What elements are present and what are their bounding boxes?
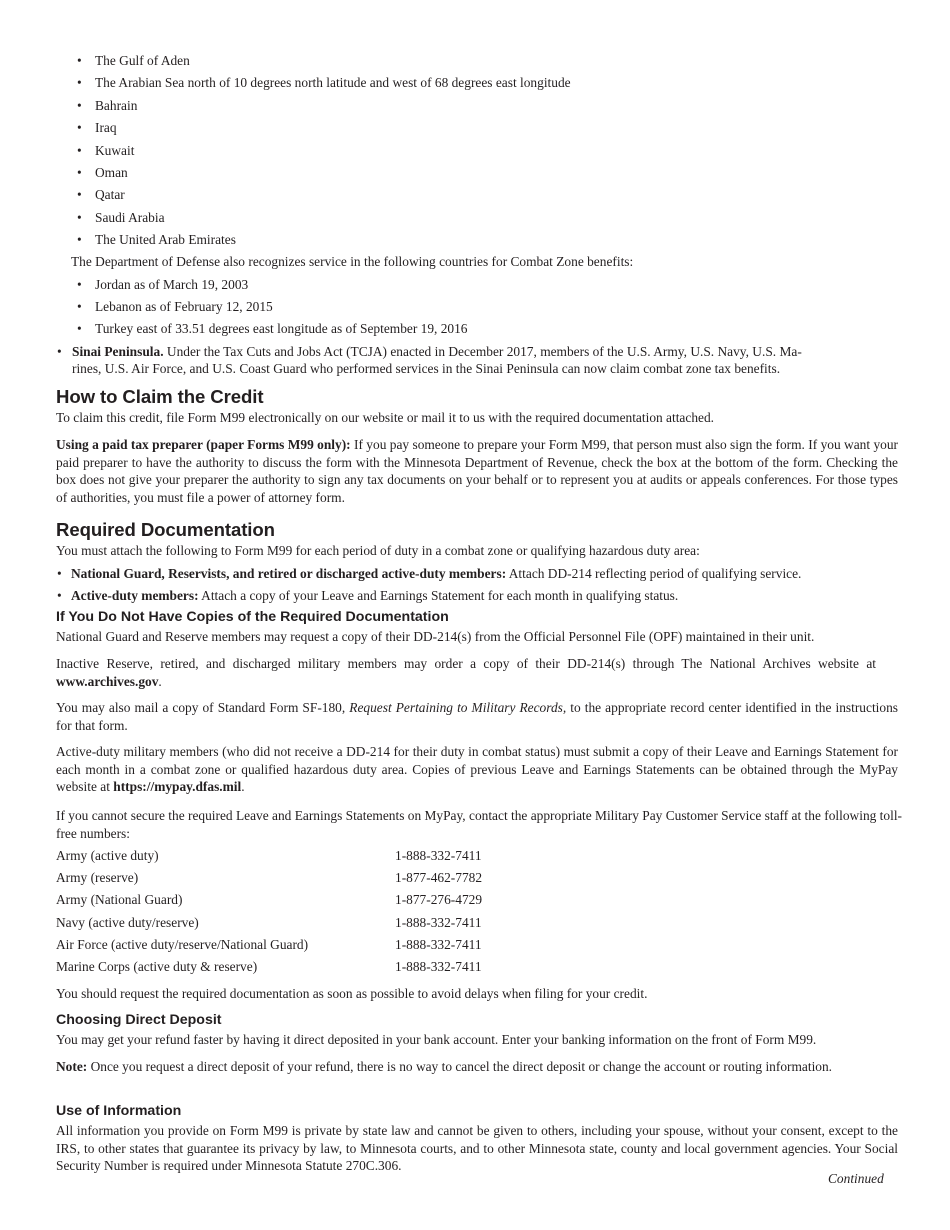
sinai-line-2: rines, U.S. Air Force, and U.S. Coast Guard who performed services in the Sinai Peninsula can now claim combat zone tax benefits. — [72, 361, 781, 376]
claim-intro: To claim this credit, file Form M99 electronically on our website or mail it to us with the required documentation attached. — [56, 410, 715, 425]
phone-number: 1-888-332-7411 — [395, 915, 482, 930]
deposit-heading: Choosing Direct Deposit — [56, 1012, 222, 1028]
nocopies-p4 — [56, 743, 898, 796]
nocopies-heading: If You Do Not Have Copies of the Required Documentation — [56, 609, 449, 625]
nocopies-p2 — [56, 655, 876, 690]
list-item: Qatar — [95, 187, 125, 202]
docs-item-active-text: Attach a copy of your Leave and Earnings Statement for each month in qualifying status. — [198, 588, 679, 603]
docs-item-guard-text: Attach DD-214 reflecting period of qualifying service. — [506, 566, 802, 581]
phone-label: Navy (active duty/reserve) — [56, 915, 199, 930]
phone-label: Marine Corps (active duty & reserve) — [56, 959, 258, 974]
phone-number: 1-877-276-4729 — [395, 892, 483, 907]
nocopies-p5: If you cannot secure the required Leave and Earnings Statements on MyPay, contact the appropriate Military Pay Customer Service staff at the following toll-free numbers: — [56, 808, 902, 841]
phone-number: 1-888-332-7411 — [395, 937, 482, 952]
docs-item-active-label: Active-duty members: — [71, 588, 199, 603]
bullet-dot: • — [57, 344, 62, 359]
preparer-paragraph — [56, 436, 898, 506]
bullet-dot: • — [77, 98, 82, 113]
docs-heading: Required Documentation — [56, 519, 275, 540]
bullet-dot: • — [77, 299, 82, 314]
nocopies-p3 — [56, 699, 898, 734]
info-heading: Use of Information — [56, 1103, 182, 1119]
list-item: Kuwait — [95, 143, 135, 158]
sinai-line-1 — [72, 343, 802, 361]
bullet-dot: • — [77, 321, 82, 336]
phone-number: 1-888-332-7411 — [395, 848, 482, 863]
bullet-dot: • — [77, 277, 82, 292]
info-p1: All information you provide on Form M99 is private by state law and cannot be given to others, including your spouse, without your consent, except to the IRS, to other states that guarantee its privacy by law, to Minnesota courts, and to other Minnesota state, county and local government agencies. Your Social Security Number is required under Minnesota Statute 270C.306. — [56, 1123, 898, 1173]
phone-label: Army (National Guard) — [56, 892, 183, 907]
list-item: Iraq — [95, 120, 117, 135]
phone-label: Army (reserve) — [56, 870, 139, 885]
deposit-note — [56, 1058, 888, 1076]
sinai-text-1: Under the Tax Cuts and Jobs Act (TCJA) enacted in December 2017, members of the U.S. Army, U.S. Navy, U.S. Ma- — [166, 344, 802, 359]
deposit-note-text: Once you request a direct deposit of your refund, there is no way to cancel the direct deposit or change the account or routing information. — [87, 1059, 833, 1074]
mypay-link[interactable]: https://mypay.dfas.mil — [113, 779, 242, 794]
list-item: Jordan as of March 19, 2003 — [95, 277, 249, 292]
list-item: Bahrain — [95, 98, 138, 113]
phone-label: Army (active duty) — [56, 848, 159, 863]
nocopies-p2-end: . — [158, 673, 162, 689]
bullet-dot: • — [77, 232, 82, 247]
list-item: Saudi Arabia — [95, 210, 165, 225]
list-item: The Arabian Sea north of 10 degrees north latitude and west of 68 degrees east longitude — [95, 75, 571, 90]
list-item: Lebanon as of February 12, 2015 — [95, 299, 273, 314]
docs-item-guard-label: National Guard, Reservists, and retired or discharged active-duty members: — [71, 566, 507, 581]
phone-number: 1-888-332-7411 — [395, 959, 482, 974]
request-asap: You should request the required documentation as soon as possible to avoid delays when filing for your credit. — [56, 986, 648, 1001]
bullet-dot: • — [57, 588, 62, 603]
list-item: Turkey east of 33.51 degrees east longitude as of September 19, 2016 — [95, 321, 468, 336]
docs-item-active — [71, 587, 678, 605]
bullet-dot: • — [77, 187, 82, 202]
deposit-p1: You may get your refund faster by having it direct deposited in your bank account. Enter your banking information on the front of Form M99. — [56, 1032, 817, 1047]
bullet-dot: • — [77, 120, 82, 135]
phone-label: Air Force (active duty/reserve/National Guard) — [56, 937, 309, 952]
docs-item-guard — [71, 565, 801, 583]
sinai-label: Sinai Peninsula. — [72, 344, 164, 359]
preparer-text: If you pay someone to prepare your Form M99, that person must also sign the form. If you want your paid preparer to have the authority to discuss the form with the Minnesota Department of Revenue, check the box at the bottom of the form. Checking the box does not give your preparer the authority to sign any tax documents on your behalf or to represent you at audits or appeals conferences. For those types of authorities, you must file a power of attorney form. — [56, 437, 898, 505]
claim-heading: How to Claim the Credit — [56, 386, 264, 407]
list-item: The Gulf of Aden — [95, 53, 190, 68]
preparer-label: Using a paid tax preparer (paper Forms M99 only): — [56, 437, 351, 452]
list-item: Oman — [95, 165, 128, 180]
continued-label: Continued — [828, 1171, 884, 1186]
deposit-note-label: Note: — [56, 1059, 88, 1074]
bullet-dot: • — [77, 53, 82, 68]
dod-intro: The Department of Defense also recognizes service in the following countries for Combat Zone benefits: — [71, 254, 634, 269]
nocopies-p4-end: . — [241, 779, 245, 794]
bullet-dot: • — [57, 566, 62, 581]
nocopies-p3-start: You may also mail a copy of Standard Form SF-180, — [56, 700, 350, 715]
bullet-dot: • — [77, 75, 82, 90]
nocopies-p3-end: to the appropriate record center identified in the instructions for that form. — [56, 700, 898, 733]
list-item: The United Arab Emirates — [95, 232, 236, 247]
docs-intro: You must attach the following to Form M99 for each period of duty in a combat zone or qualifying hazardous duty area: — [56, 543, 700, 558]
nocopies-p1: National Guard and Reserve members may request a copy of their DD-214(s) from the Official Personnel File (OPF) maintained in their unit. — [56, 629, 815, 644]
bullet-dot: • — [77, 210, 82, 225]
archives-link[interactable]: www.archives.gov — [56, 673, 159, 689]
nocopies-p4-text: Active-duty military members (who did not receive a DD-214 for their duty in combat status) must submit a copy of their Leave and Earnings Statement for each month in a combat zone or qualified hazardous duty area. Copies of previous Leave and Earnings Statements can be obtained through the MyPay website at — [56, 744, 898, 794]
bullet-dot: • — [77, 165, 82, 180]
sf180-title: Request Pertaining to Military Records, — [349, 700, 567, 715]
nocopies-p2-text: Inactive Reserve, retired, and discharged military members may order a copy of their DD-214(s) through The National Archives website at — [56, 656, 876, 671]
bullet-dot: • — [77, 143, 82, 158]
phone-number: 1-877-462-7782 — [395, 870, 483, 885]
